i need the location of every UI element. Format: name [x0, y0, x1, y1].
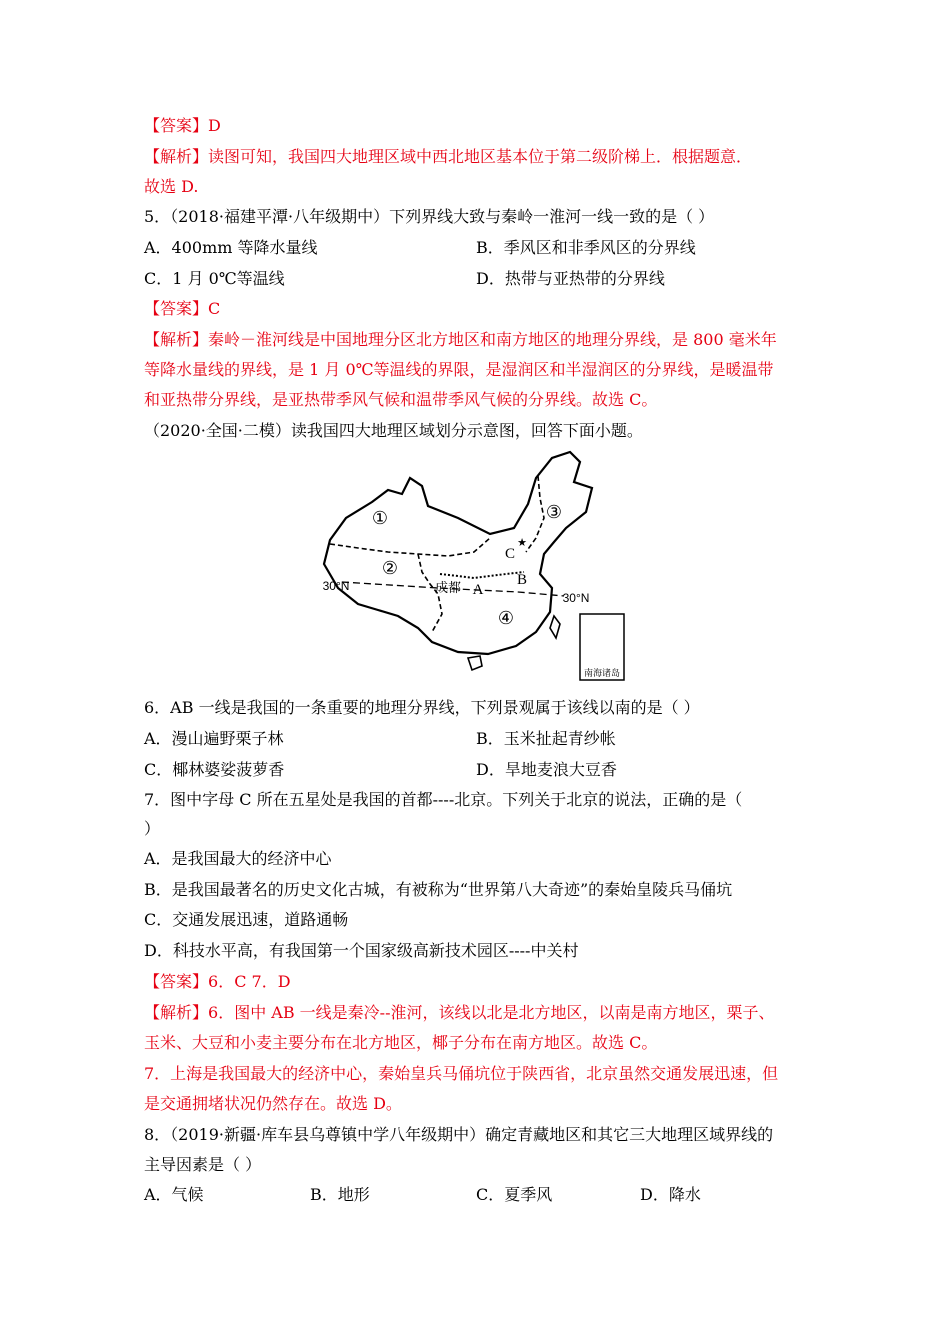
q5-analysis-line2: 等降水量线的界线，是 1 月 0℃等温线的界限，是湿润区和半湿润区的分界线，是暖温带 [144, 360, 774, 379]
answer-tag: 【答案】 [144, 972, 209, 991]
answer-tag: 【答案】 [144, 299, 209, 318]
q67-analysis-line1 [144, 1002, 775, 1024]
q8-option-d: D．降水 [640, 1185, 701, 1204]
region-1-label: ① [371, 508, 389, 529]
q8-option-a: A．气候 [144, 1185, 204, 1204]
q5-analysis-line1 [144, 329, 777, 351]
q7-stem-line1: 7．图中字母 C 所在五星处是我国的首都----北京。下列关于北京的说法，正确的是（ [144, 790, 743, 809]
q4-analysis-line1 [144, 146, 752, 168]
q6-option-d: D．旱地麦浪大豆香 [476, 760, 617, 779]
analysis-tag: 【解析】 [144, 330, 209, 349]
northwest-boundary [330, 538, 490, 556]
q5-stem: 5．（2018·福建平潭·八年级期中）下列界线大致与秦岭一淮河一线一致的是（ ） [144, 207, 715, 226]
q6-option-c: C．椰林婆娑菠萝香 [144, 760, 285, 779]
analysis-tag: 【解析】 [144, 147, 209, 166]
q7-option-c: C．交通发展迅速，道路通畅 [144, 910, 349, 929]
q5-option-a: A．400mm 等降水量线 [144, 238, 318, 257]
point-c-label: C [504, 546, 516, 562]
q5-option-d: D．热带与亚热带的分界线 [476, 269, 665, 288]
hainan-island [468, 656, 482, 670]
q67-analysis-line3: 7．上海是我国最大的经济中心，秦始皇兵马俑坑位于陕西省，北京虽然交通发展迅速，但 [144, 1064, 779, 1083]
china-regions-map [318, 448, 630, 688]
capital-star-icon: ★ [517, 536, 527, 549]
q7-option-d: D．科技水平高，有我国第一个国家级高新技术园区----中关村 [144, 941, 579, 960]
q5-option-c: C．1 月 0℃等温线 [144, 269, 285, 288]
region-3-label: ③ [545, 502, 563, 523]
analysis-text: 6．图中 AB 一线是秦冷--淮河，该线以北是北方地区，以南是南方地区，栗子、 [208, 1003, 775, 1022]
q5-analysis-line3: 和亚热带分界线，是亚热带季风气候和温带季风气候的分界线。故选 C。 [144, 390, 658, 409]
northeast-boundary [526, 476, 544, 552]
q4-analysis-line2: 故选 D. [144, 177, 199, 196]
q6-option-b: B．玉米扯起青纱帐 [476, 729, 616, 748]
q8-option-c: C．夏季风 [476, 1185, 553, 1204]
q5-option-b: B．季风区和非季风区的分界线 [476, 238, 696, 257]
qinling-huaihe-line [440, 572, 524, 578]
q4-answer [144, 115, 221, 137]
q6-stem: 6．AB 一线是我国的一条重要的地理分界线，下列景观属于该线以南的是（ ） [144, 698, 700, 717]
q8-option-b: B．地形 [310, 1185, 370, 1204]
q7-stem-line2: ） [144, 819, 161, 838]
inset-label: 南海诸岛 [583, 668, 621, 678]
answer-text: C [208, 299, 221, 318]
map-intro: （2020·全国·二模）读我国四大地理区域划分示意图，回答下面小题。 [144, 421, 643, 440]
answer-text: 6．C 7．D [208, 972, 291, 991]
analysis-text: 读图可知，我国四大地理区域中西北地区基本位于第二级阶梯上．根据题意． [208, 147, 753, 166]
q6-option-a: A．漫山遍野栗子林 [144, 729, 284, 748]
q67-analysis-line4: 是交通拥堵状况仍然存在。故选 D。 [144, 1094, 402, 1113]
q5-answer [144, 298, 220, 320]
point-b-label: B [516, 572, 528, 588]
latitude-left-label: 30°N [322, 579, 350, 593]
chengdu-label: 成都 [434, 581, 462, 596]
answer-tag: 【答案】 [144, 116, 209, 135]
region-2-label: ② [381, 558, 399, 579]
taiwan-island [550, 616, 560, 638]
analysis-tag: 【解析】 [144, 1003, 209, 1022]
latitude-right-label: 30°N [562, 591, 590, 605]
q8-stem-line2: 主导因素是（ ） [144, 1155, 262, 1174]
q67-answer [144, 971, 291, 993]
q8-stem-line1: 8．（2019·新疆·库车县乌尊镇中学八年级期中）确定青藏地区和其它三大地理区域界线的 [144, 1125, 774, 1144]
q67-analysis-line2: 玉米、大豆和小麦主要分布在北方地区，椰子分布在南方地区。故选 C。 [144, 1033, 658, 1052]
q7-option-a: A．是我国最大的经济中心 [144, 849, 332, 868]
point-a-label: A [472, 582, 484, 598]
region-4-label: ④ [497, 608, 515, 629]
analysis-text: 秦岭－淮河线是中国地理分区北方地区和南方地区的地理分界线，是 800 毫米年 [208, 330, 777, 349]
q7-option-b: B．是我国最著名的历史文化古城，有被称为“世界第八大奇迹”的秦始皇陵兵马俑坑 [144, 880, 733, 899]
answer-text: D [208, 116, 221, 135]
